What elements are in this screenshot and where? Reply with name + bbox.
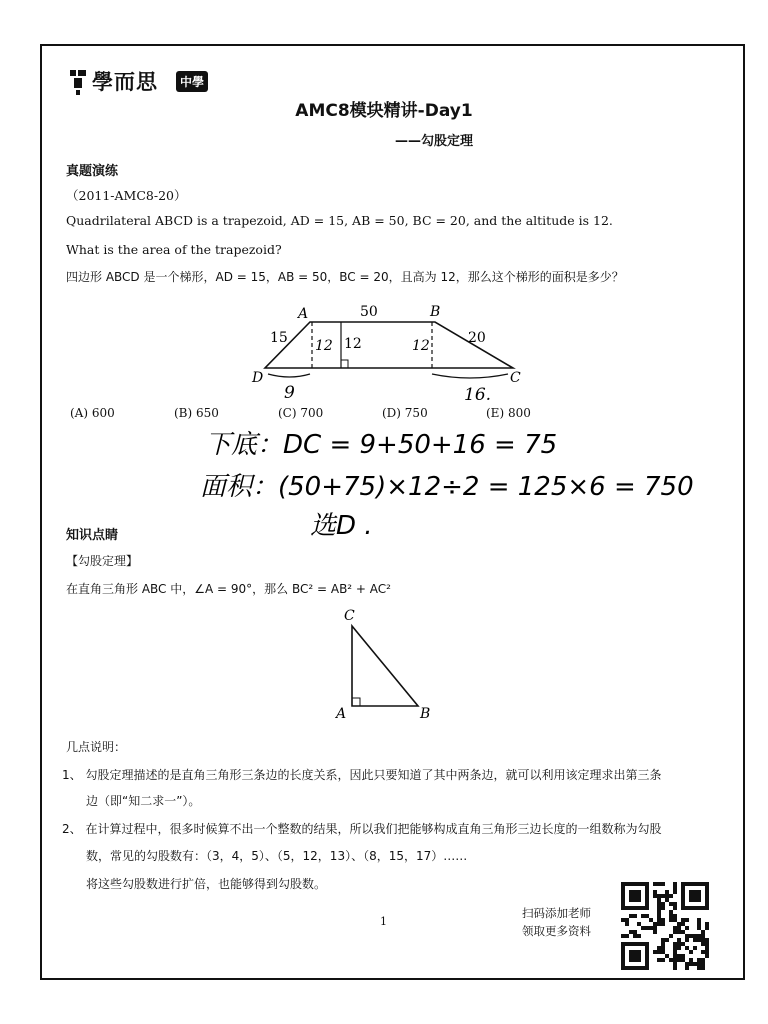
handwriting-line-3: 选D . (310, 511, 373, 541)
note-1-line-2: 边（即“知二求一”）。 (86, 794, 201, 808)
logo-badge: 中學 (176, 71, 208, 92)
tri-label-c: C (344, 608, 355, 624)
hand-label-seg-right: 16. (464, 385, 492, 405)
label-top-50: 50 (360, 304, 378, 320)
choice-e: (E) 800 (486, 406, 531, 420)
note-2-line-2: 数，常见的勾股数有：（3，4，5）、（5，12，13）、（8，15，17）…… (86, 849, 468, 863)
page-border (40, 44, 745, 980)
logo-icon (68, 68, 88, 96)
hand-label-alt-left: 12 (315, 338, 333, 354)
choice-c: (C) 700 (278, 406, 324, 420)
hand-label-seg-left: 9 (284, 383, 295, 403)
qr-caption-line-2: 领取更多资料 (522, 924, 591, 938)
notes-title: 几点说明： (66, 740, 127, 754)
theorem-statement: 在直角三角形 ABC 中，∠A = 90°，那么 BC² = AB² + AC² (66, 582, 391, 596)
label-left-15: 15 (270, 330, 288, 346)
page-subtitle: ——勾股定理 (395, 134, 474, 149)
page-title: AMC8模块精讲-Day1 (295, 101, 473, 121)
qr-caption-line-1: 扫码添加老师 (522, 906, 591, 920)
problem-text-cn: 四边形 ABCD 是一个梯形，AD = 15，AB = 50，BC = 20，且高为 12，那么这个梯形的面积是多少？ (66, 270, 624, 284)
vertex-label-b: B (430, 304, 441, 320)
qr-code-icon[interactable] (621, 882, 709, 970)
note-2-line-1: 2、 在计算过程中，很多时候算不出一个整数的结果，所以我们把能够构成直角三角形三边长度的一组数称为勾股 (62, 822, 662, 836)
note-3: 将这些勾股数进行扩倍，也能够得到勾股数。 (86, 877, 327, 891)
tri-label-a: A (336, 706, 347, 722)
problem-source: （2011-AMC8-20） (66, 188, 187, 203)
hand-label-alt-right: 12 (412, 338, 430, 354)
page-number: 1 (380, 915, 387, 928)
label-right-20: 20 (468, 330, 486, 346)
problem-text-en-1: Quadrilateral ABCD is a trapezoid, AD = 15, AB = 50, BC = 20, and the altitude is 12. (66, 213, 613, 228)
note-1-line-1: 1、 勾股定理描述的是直角三角形三条边的长度关系，因此只要知道了其中两条边，就可以利用该定理求出第三条 (62, 768, 662, 782)
problem-text-en-2: What is the area of the trapezoid? (66, 242, 282, 257)
choice-b: (B) 650 (174, 406, 219, 420)
right-triangle-figure (330, 604, 440, 724)
answer-choices (70, 406, 590, 420)
logo-text: 學而思 (92, 70, 158, 94)
knowledge-tag: 【勾股定理】 (66, 554, 139, 568)
handwriting-line-1: 下底：DC = 9+50+16 = 75 (205, 430, 558, 460)
trapezoid-figure (240, 296, 540, 406)
label-altitude-12: 12 (344, 336, 362, 352)
tri-label-b: B (420, 706, 431, 722)
handwriting-line-2: 面积：(50+75)×12÷2 = 125×6 = 750 (200, 472, 694, 502)
section-heading-knowledge: 知识点睛 (66, 528, 119, 543)
vertex-label-c: C (510, 370, 521, 386)
qr-caption (522, 904, 591, 940)
choice-d: (D) 750 (382, 406, 428, 420)
vertex-label-a: A (298, 306, 309, 322)
section-heading-practice: 真题演练 (66, 164, 119, 179)
choice-a: (A) 600 (70, 406, 115, 420)
vertex-label-d: D (252, 370, 264, 386)
